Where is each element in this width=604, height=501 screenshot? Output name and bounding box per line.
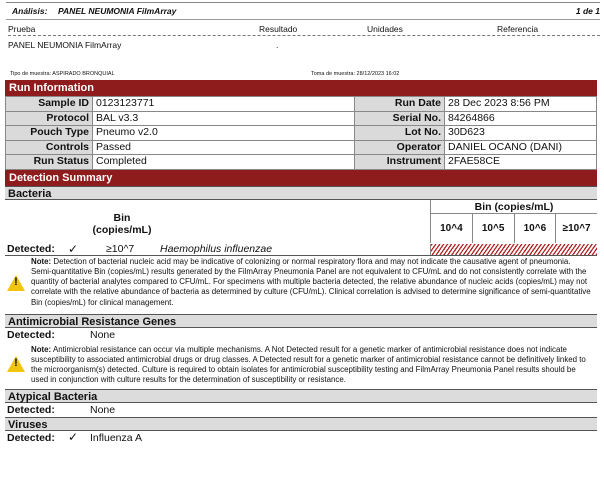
organism-name: Haemophilus influenzae <box>160 242 273 255</box>
bacteria-section-title: Bacteria <box>5 186 597 200</box>
note-text: Antimicrobial resistance can occur via multiple mechanisms. A Not Detected result for a genetic marker of antimicrobial resistance does not indicate susceptibility to associated antimicrobial drugs or drug classes. A Detected result for a genetic marker of antimicrobial resistance cannot be definitively linked to the microorganism(s) detected. Culture is required to obtain isolates for antimicrobial susceptibility testing and FilmArray Pneumonia Panel results should be used in conjunction with culture results for the determination of susceptibility or resistance. <box>31 344 586 385</box>
detected-label: Detected: <box>7 403 55 416</box>
run-info-row <box>6 126 597 141</box>
run-info-label: Instrument <box>355 155 445 170</box>
check-icon: ✓ <box>68 429 79 444</box>
bin-level-bar <box>430 244 597 255</box>
run-info-label: Run Status <box>6 155 93 170</box>
run-info-row <box>6 97 597 112</box>
run-info-label: Lot No. <box>355 126 445 141</box>
col-result: Resultado <box>259 24 298 34</box>
sample-time: Toma de muestra: 28/12/2023 16:02 <box>311 71 400 77</box>
run-info-row <box>6 140 597 155</box>
run-info-value: Pneumo v2.0 <box>93 126 355 141</box>
atypical-section-title: Atypical Bacteria <box>5 389 597 403</box>
detected-label: Detected: <box>7 328 55 341</box>
run-info-value: 0123123771 <box>93 97 355 112</box>
viruses-detected-row <box>5 431 597 445</box>
warning-icon: ! <box>7 356 25 372</box>
detected-value: None <box>90 403 116 416</box>
run-info-row <box>6 155 597 170</box>
bin-grid-title: Bin (copies/mL) <box>431 200 597 214</box>
bin-column-header: 10^6 <box>515 214 557 243</box>
bin-value: ≥10^7 <box>106 242 135 255</box>
run-info-value: 28 Dec 2023 8:56 PM <box>445 97 597 112</box>
note-text: Detection of bacterial nucleic acid may be indicative of colonizing or normal respiratory flora and may not indicate the causative agent of pneumonia. Semi-quantitative Bin (copies/mL) results generated by the FilmArray Pneumonia Panel are not equivalent to CFU/mL and do not consistently correlate with the quantity of bacterial analytes compared to CFU/mL. For specimens with multiple bacteria detected, the relative abundance of nucleic acids (copies/mL) may not correlate with the relative abundance of bacteria as determined by culture (CFU/mL). Clinical correlation is advised to determine significance of semi-quantitative Bin (copies/mL) for clinical management. <box>31 256 591 307</box>
run-info-value: 30D623 <box>445 126 597 141</box>
warning-icon: ! <box>7 275 25 291</box>
run-info-value: 2FAE58CE <box>445 155 597 170</box>
col-units: Unidades <box>367 24 403 34</box>
detected-label: Detected: <box>7 431 55 444</box>
run-info-label: Operator <box>355 140 445 155</box>
analysis-label: Análisis: <box>12 6 48 16</box>
run-info-label: Serial No. <box>355 111 445 126</box>
page-number: 1 de 1 <box>575 6 600 16</box>
bin-grid <box>430 200 597 243</box>
bin-column-header: 10^5 <box>473 214 515 243</box>
run-info-label: Pouch Type <box>6 126 93 141</box>
bacteria-header <box>5 200 597 243</box>
filmarray-report <box>5 80 597 466</box>
run-info-value: Passed <box>93 140 355 155</box>
run-info-label: Run Date <box>355 97 445 112</box>
amr-section-title: Antimicrobial Resistance Genes <box>5 314 597 328</box>
top-rule <box>6 2 600 3</box>
sample-type: Tipo de muestra: ASPIRADO BRONQUIAL <box>10 71 115 77</box>
detection-summary-title: Detection Summary <box>5 170 597 186</box>
col-test: Prueba <box>8 24 36 34</box>
run-info-value: 84264866 <box>445 111 597 126</box>
run-info-label: Sample ID <box>6 97 93 112</box>
col-reference: Referencia <box>497 24 539 34</box>
run-info-label: Controls <box>6 140 93 155</box>
bacteria-note <box>5 256 597 314</box>
run-info-label: Protocol <box>6 111 93 126</box>
test-name: PANEL NEUMONIA FilmArray <box>8 40 122 50</box>
bin-columns <box>431 214 597 243</box>
detected-value: None <box>90 328 116 341</box>
analysis-rule <box>6 19 600 20</box>
check-icon: ✓ <box>68 241 79 256</box>
run-info-value: Completed <box>93 155 355 170</box>
detected-value: Influenza A <box>90 431 142 444</box>
analysis-header <box>6 6 600 20</box>
viruses-section-title: Viruses <box>5 417 597 431</box>
amr-note <box>5 342 597 389</box>
run-information-title: Run Information <box>5 80 597 96</box>
note-lead: Note: <box>31 344 52 354</box>
bin-column-header: ≥10^7 <box>562 222 591 234</box>
run-info-row <box>6 111 597 126</box>
bin-label: Bin (copies/mL) <box>92 211 152 236</box>
dashed-divider <box>8 35 600 36</box>
analysis-value: PANEL NEUMONIA FilmArray <box>58 6 177 16</box>
bacteria-detected-row <box>5 243 597 256</box>
detected-label: Detected: <box>7 242 55 255</box>
run-info-value: BAL v3.3 <box>93 111 355 126</box>
bin-column-header: 10^4 <box>431 214 473 243</box>
run-info-value: DANIEL OCANO (DANI) <box>445 140 597 155</box>
run-information-table <box>5 96 597 170</box>
test-result: . <box>276 40 279 50</box>
atypical-detected-row <box>5 403 597 417</box>
amr-detected-row <box>5 328 597 342</box>
note-lead: Note: <box>31 256 52 266</box>
